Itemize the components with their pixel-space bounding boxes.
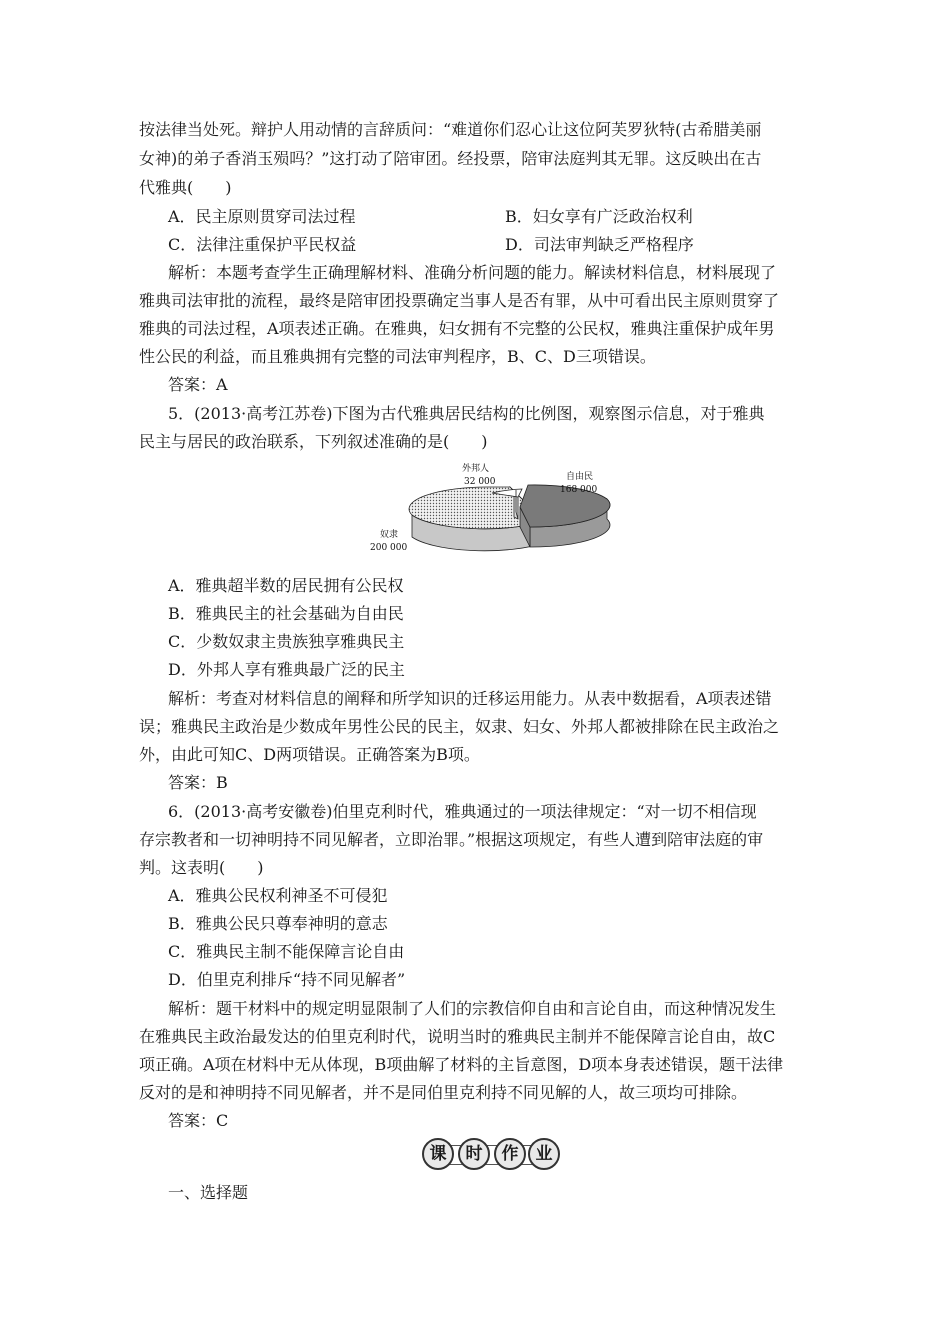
q5-option-b: B．雅典民主的社会基础为自由民 <box>168 604 404 623</box>
q4-answer: 答案：A <box>168 375 228 394</box>
value-slaves: 200 000 <box>370 543 408 553</box>
q5-option-d: D．外邦人享有雅典最广泛的民主 <box>168 660 405 679</box>
q6-stem-line: 判。这表明( ) <box>139 858 264 877</box>
section-badge <box>420 1135 560 1175</box>
q6-analysis-line: 解析：题干材料中的规定明显限制了人们的宗教信仰自由和言论自由，而这种情况发生 <box>168 999 777 1018</box>
q5-stem-line: 民主与居民的政治联系，下列叙述准确的是( ) <box>139 432 488 451</box>
q6-option-d: D．伯里克利排斥“持不同见解者” <box>168 970 406 989</box>
q6-analysis-line: 项正确。A项在材料中无从体现，B项曲解了材料的主旨意图，D项本身表述错误，题干法律 <box>139 1055 784 1074</box>
q4-analysis-line: 雅典司法审批的流程，最终是陪审团投票确定当事人是否有罪，从中可看出民主原则贯穿了 <box>139 291 780 310</box>
label-free-citizens: 自由民 <box>566 472 594 482</box>
section-badge-char: 时 <box>458 1138 490 1170</box>
value-foreigners: 32 000 <box>464 477 496 487</box>
q5-option-a: A．雅典超半数的居民拥有公民权 <box>168 576 404 595</box>
q5-answer: 答案：B <box>168 773 228 792</box>
q6-option-c: C．雅典民主制不能保障言论自由 <box>168 942 405 961</box>
section-badge-char: 作 <box>494 1138 526 1170</box>
q4-stem-line: 代雅典( ) <box>139 178 232 197</box>
q5-stem-line: 5．(2013·高考江苏卷)下图为古代雅典居民结构的比例图，观察图示信息，对于雅典 <box>168 404 765 423</box>
q5-analysis-line: 解析：考查对材料信息的阐释和所学知识的迁移运用能力。从表中数据看，A项表述错 <box>168 689 772 708</box>
q6-stem-line: 6．(2013·高考安徽卷)伯里克利时代，雅典通过的一项法律规定：“对一切不相信现 <box>168 802 757 821</box>
q6-option-a: A．雅典公民权利神圣不可侵犯 <box>168 886 388 905</box>
q4-analysis-line: 雅典的司法过程，A项表述正确。在雅典，妇女拥有不完整的公民权，雅典注重保护成年男 <box>139 319 775 338</box>
section-heading: 一、选择题 <box>168 1183 249 1202</box>
q6-analysis-line: 在雅典民主政治最发达的伯里克利时代，说明当时的雅典民主制并不能保障言论自由，故C <box>139 1027 776 1046</box>
q6-analysis-line: 反对的是和神明持不同见解者，并不是同伯里克利持不同见解的人，故三项均可排除。 <box>139 1083 748 1102</box>
q4-analysis-line: 解析：本题考查学生正确理解材料、准确分析问题的能力。解读材料信息，材料展现了 <box>168 263 777 282</box>
section-badge-char: 业 <box>528 1138 560 1170</box>
q4-analysis-line: 性公民的利益，而且雅典拥有完整的司法审判程序，B、C、D三项错误。 <box>139 347 656 366</box>
q6-answer: 答案：C <box>168 1111 229 1130</box>
q5-analysis-line: 外，由此可知C、D两项错误。正确答案为B项。 <box>139 745 480 764</box>
q5-analysis-line: 误；雅典民主政治是少数成年男性公民的民主，奴隶、妇女、外邦人都被排除在民主政治之 <box>139 717 780 736</box>
q4-option-d: D．司法审判缺乏严格程序 <box>505 235 694 254</box>
section-badge-char: 课 <box>422 1138 454 1170</box>
q4-option-c: C．法律注重保护平民权益 <box>168 235 357 254</box>
q6-stem-line: 存宗教者和一切神明持不同见解者，立即治罪。”根据这项规定，有些人遭到陪审法庭的审 <box>139 830 764 849</box>
q4-option-a: A．民主原则贯穿司法过程 <box>168 207 356 226</box>
label-slaves: 奴隶 <box>380 530 399 540</box>
q4-stem-line: 女神)的弟子香消玉殒吗？”这打动了陪审团。经投票，陪审法庭判其无罪。这反映出在古 <box>139 149 762 168</box>
label-foreigners: 外邦人 <box>462 464 490 474</box>
population-pie-chart <box>360 457 620 569</box>
q4-stem-line: 按法律当处死。辩护人用动情的言辞质问：“难道你们忍心让这位阿芙罗狄特(古希腊美丽 <box>139 120 762 139</box>
q4-option-b: B．妇女享有广泛政治权利 <box>505 207 693 226</box>
value-free-citizens: 168 000 <box>560 485 598 495</box>
q5-option-c: C．少数奴隶主贵族独享雅典民主 <box>168 632 405 651</box>
q6-option-b: B．雅典公民只尊奉神明的意志 <box>168 914 388 933</box>
